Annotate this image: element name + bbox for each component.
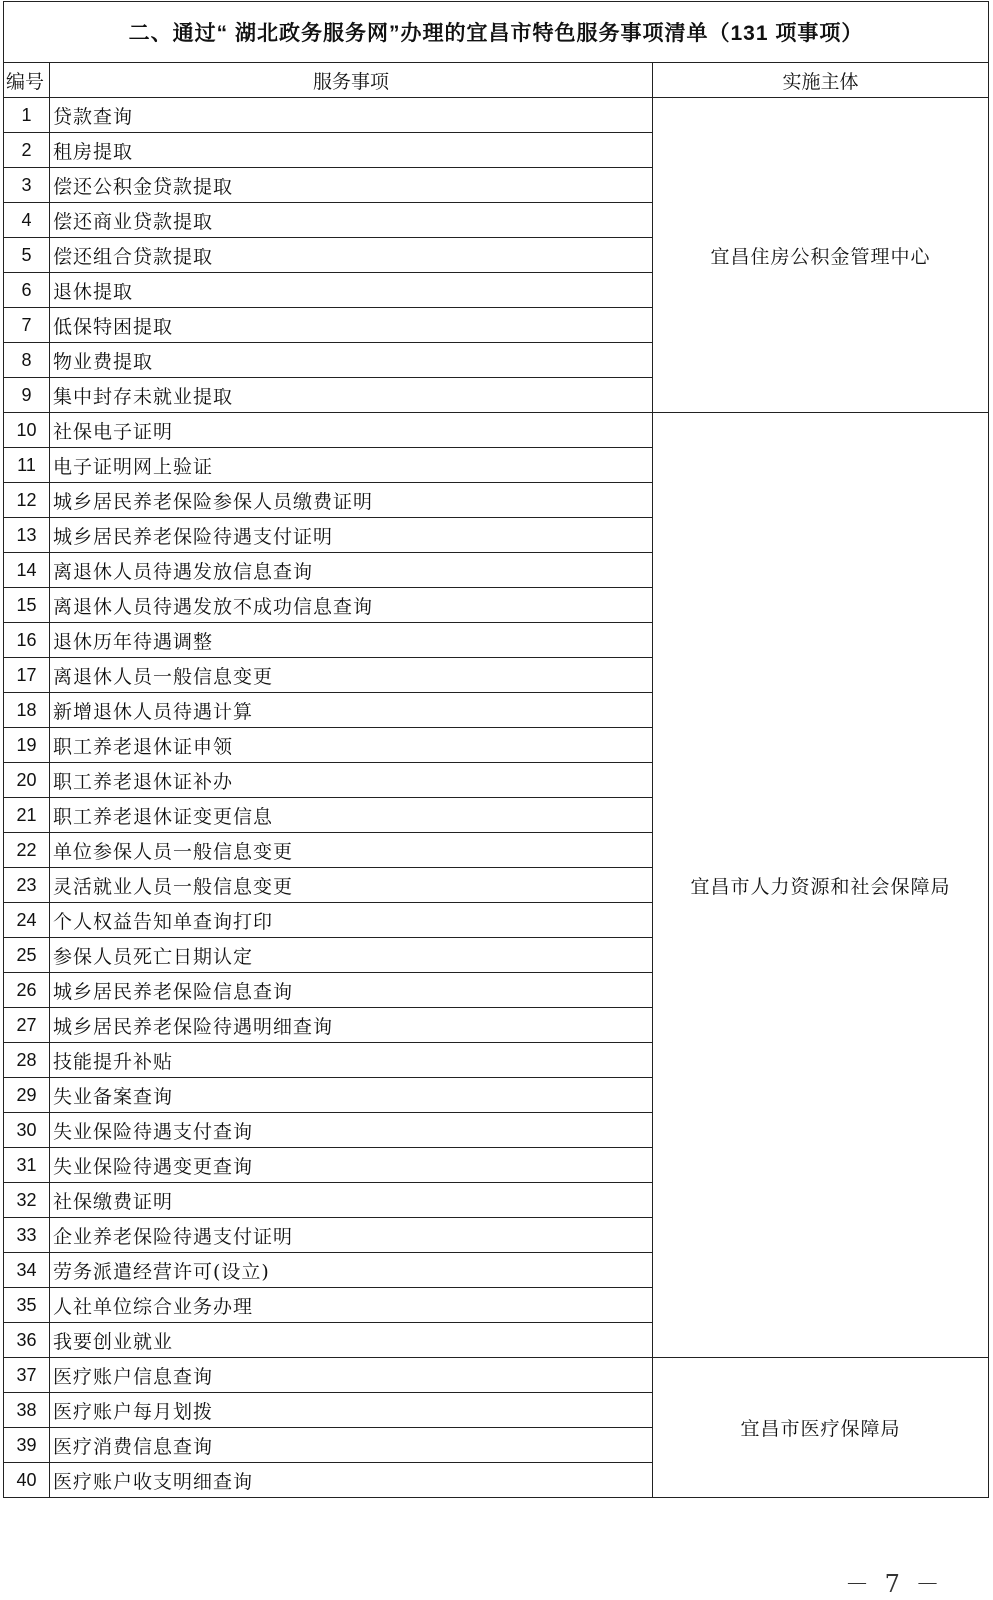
service-item: 离退休人员一般信息变更 [50,658,653,693]
document-sheet [3,1,988,1498]
row-number: 9 [4,378,50,413]
row-number: 4 [4,203,50,238]
agency-cell: 宜昌市人力资源和社会保障局 [653,413,989,1358]
service-item: 社保缴费证明 [50,1183,653,1218]
service-item: 城乡居民养老保险信息查询 [50,973,653,1008]
row-number: 12 [4,483,50,518]
service-item: 低保特困提取 [50,308,653,343]
service-item: 单位参保人员一般信息变更 [50,833,653,868]
service-item: 企业养老保险待遇支付证明 [50,1218,653,1253]
row-number: 11 [4,448,50,483]
service-item: 偿还组合贷款提取 [50,238,653,273]
title-row [4,2,989,63]
service-item: 偿还商业贷款提取 [50,203,653,238]
row-number: 21 [4,798,50,833]
service-item: 我要创业就业 [50,1323,653,1358]
row-number: 35 [4,1288,50,1323]
service-item: 新增退休人员待遇计算 [50,693,653,728]
service-item: 失业保险待遇变更查询 [50,1148,653,1183]
row-number: 26 [4,973,50,1008]
service-item: 职工养老退休证申领 [50,728,653,763]
row-number: 15 [4,588,50,623]
row-number: 2 [4,133,50,168]
service-items-table [3,1,989,1498]
row-number: 30 [4,1113,50,1148]
row-number: 10 [4,413,50,448]
row-number: 32 [4,1183,50,1218]
service-item: 失业保险待遇支付查询 [50,1113,653,1148]
table-row [4,1358,989,1393]
service-item: 集中封存未就业提取 [50,378,653,413]
service-item: 物业费提取 [50,343,653,378]
service-item: 贷款查询 [50,98,653,133]
row-number: 18 [4,693,50,728]
row-number: 17 [4,658,50,693]
agency-cell: 宜昌住房公积金管理中心 [653,98,989,413]
row-number: 33 [4,1218,50,1253]
row-number: 1 [4,98,50,133]
header-number: 编号 [4,63,50,98]
row-number: 34 [4,1253,50,1288]
header-row [4,63,989,98]
row-number: 31 [4,1148,50,1183]
row-number: 16 [4,623,50,658]
service-item: 参保人员死亡日期认定 [50,938,653,973]
header-item: 服务事项 [50,63,653,98]
service-item: 城乡居民养老保险待遇支付证明 [50,518,653,553]
page-number: － 7 － [845,1570,944,1598]
header-agency: 实施主体 [653,63,989,98]
row-number: 14 [4,553,50,588]
service-item: 人社单位综合业务办理 [50,1288,653,1323]
service-item: 医疗账户收支明细查询 [50,1463,653,1498]
row-number: 28 [4,1043,50,1078]
service-item: 社保电子证明 [50,413,653,448]
service-item: 退休提取 [50,273,653,308]
service-item: 城乡居民养老保险待遇明细查询 [50,1008,653,1043]
table-body [4,98,989,1498]
row-number: 8 [4,343,50,378]
row-number: 25 [4,938,50,973]
row-number: 23 [4,868,50,903]
row-number: 7 [4,308,50,343]
row-number: 38 [4,1393,50,1428]
row-number: 3 [4,168,50,203]
row-number: 39 [4,1428,50,1463]
service-item: 租房提取 [50,133,653,168]
row-number: 36 [4,1323,50,1358]
service-item: 职工养老退休证变更信息 [50,798,653,833]
row-number: 24 [4,903,50,938]
service-item: 离退休人员待遇发放信息查询 [50,553,653,588]
row-number: 5 [4,238,50,273]
service-item: 灵活就业人员一般信息变更 [50,868,653,903]
row-number: 19 [4,728,50,763]
service-item: 劳务派遣经营许可(设立) [50,1253,653,1288]
row-number: 20 [4,763,50,798]
service-item: 电子证明网上验证 [50,448,653,483]
table-row [4,98,989,133]
table-row [4,413,989,448]
service-item: 医疗账户信息查询 [50,1358,653,1393]
row-number: 37 [4,1358,50,1393]
service-item: 偿还公积金贷款提取 [50,168,653,203]
row-number: 27 [4,1008,50,1043]
service-item: 职工养老退休证补办 [50,763,653,798]
service-item: 离退休人员待遇发放不成功信息查询 [50,588,653,623]
service-item: 技能提升补贴 [50,1043,653,1078]
service-item: 城乡居民养老保险参保人员缴费证明 [50,483,653,518]
service-item: 个人权益告知单查询打印 [50,903,653,938]
service-item: 医疗账户每月划拨 [50,1393,653,1428]
agency-cell: 宜昌市医疗保障局 [653,1358,989,1498]
row-number: 40 [4,1463,50,1498]
row-number: 29 [4,1078,50,1113]
row-number: 22 [4,833,50,868]
service-item: 失业备案查询 [50,1078,653,1113]
table-title: 二、通过“ 湖北政务服务网”办理的宜昌市特色服务事项清单（131 项事项） [4,2,989,63]
service-item: 退休历年待遇调整 [50,623,653,658]
service-item: 医疗消费信息查询 [50,1428,653,1463]
row-number: 6 [4,273,50,308]
row-number: 13 [4,518,50,553]
